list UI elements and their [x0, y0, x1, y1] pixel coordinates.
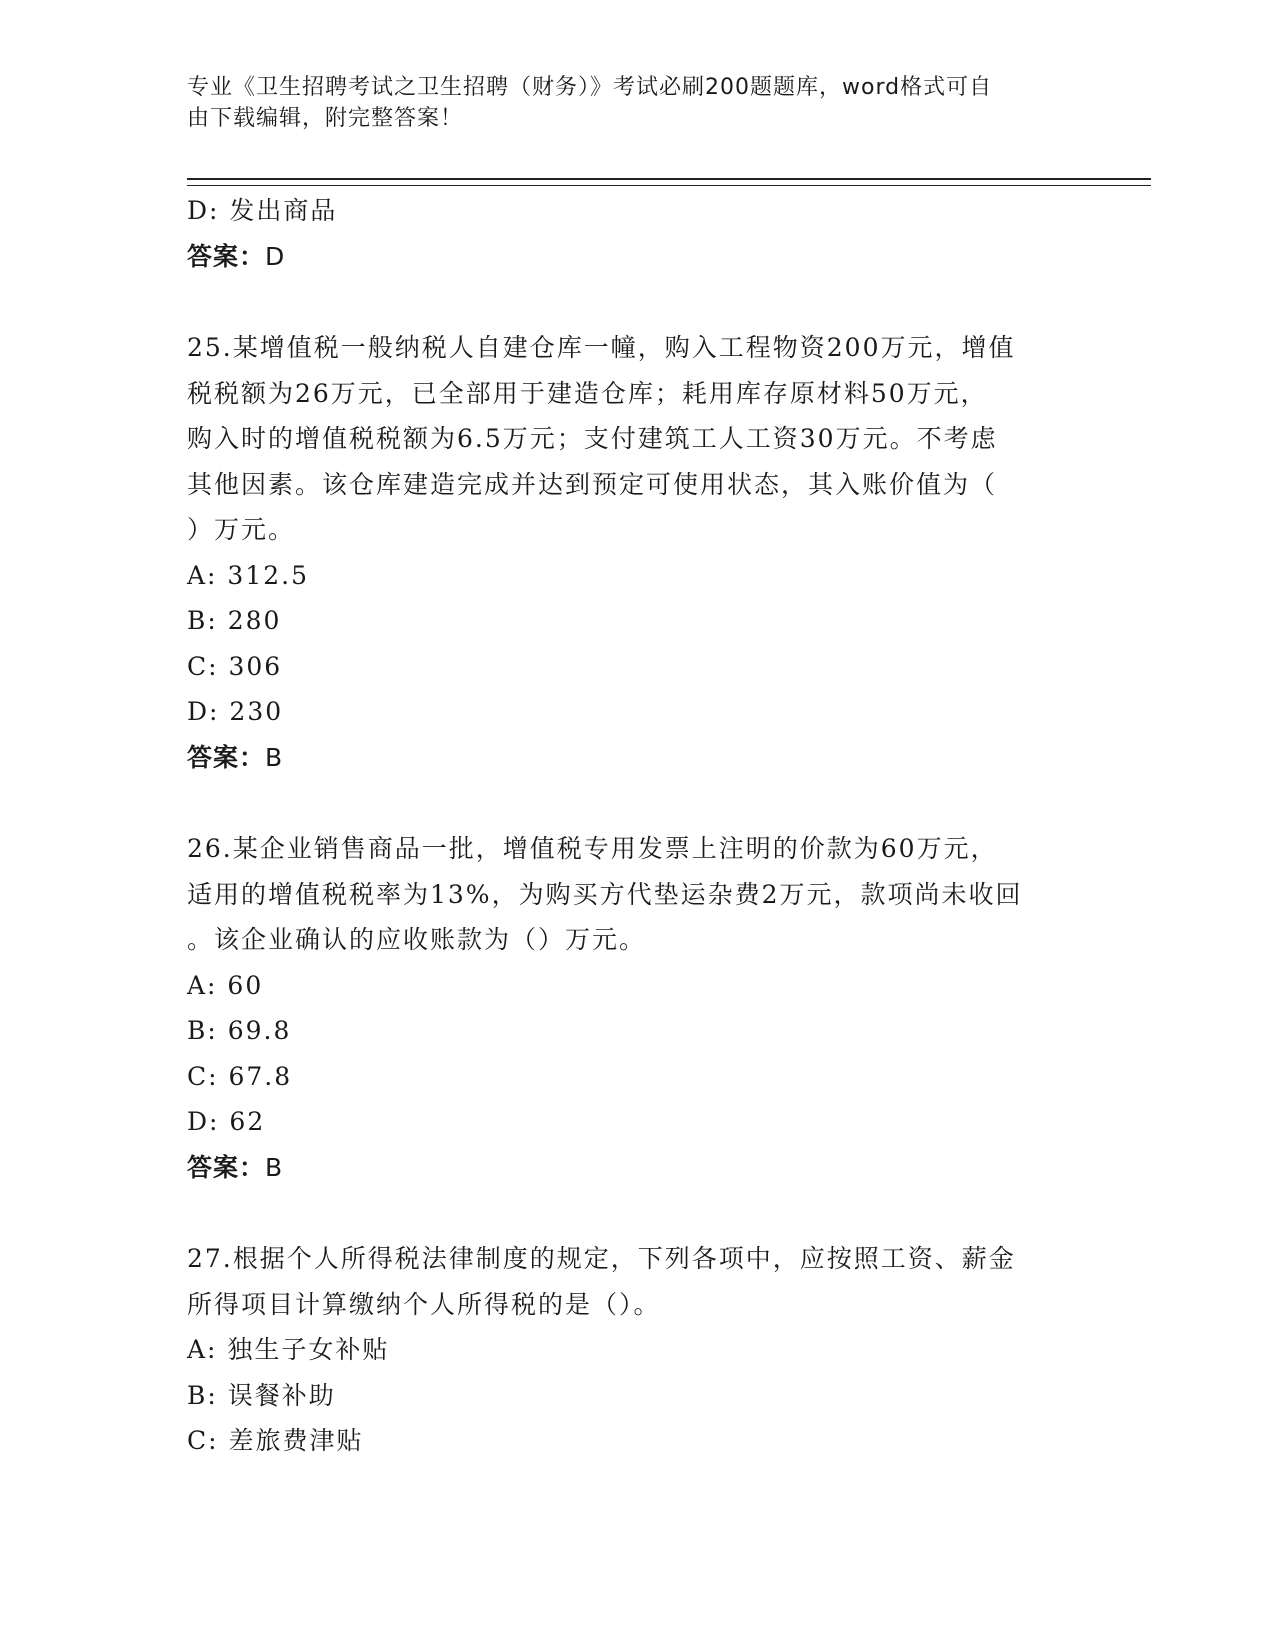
document-body	[187, 188, 1087, 1464]
answer-value: B	[265, 742, 284, 772]
question-26	[187, 826, 1087, 1190]
option-d: D: 62	[187, 1107, 266, 1136]
answer	[187, 735, 1087, 781]
option-a: A: 60	[187, 970, 264, 1000]
spacer	[187, 279, 1087, 325]
question-text-line: 25.某增值税一般纳税人自建仓库一幢，购入工程物资200万元，增值	[187, 333, 1016, 362]
page-header	[187, 72, 1087, 134]
question-text-line: 购入时的增值税税额为6.5万元；支付建筑工人工资30万元。不考虑	[187, 424, 998, 453]
question-text-line: 26.某企业销售商品一批，增值税专用发票上注明的价款为60万元，	[187, 834, 998, 863]
question-text-line: 适用的增值税税率为13%，为购买方代垫运杂费2万元，款项尚未收回	[187, 879, 1023, 909]
spacer	[187, 1190, 1087, 1236]
header-line-1: 专业《卫生招聘考试之卫生招聘（财务）》考试必刷200题题库，word格式可自	[187, 75, 993, 100]
option-b: B: 280	[187, 606, 282, 635]
option-c: C: 差旅费津贴	[187, 1426, 364, 1455]
option-b: B: 69.8	[187, 1016, 292, 1045]
question-text-line: 所得项目计算缴纳个人所得税的是（）。	[187, 1289, 661, 1319]
option-c: C: 67.8	[187, 1061, 293, 1091]
question-text-line: 税税额为26万元，已全部用于建造仓库；耗用库存原材料50万元，	[187, 378, 988, 408]
prev-option-d: D: 发出商品	[187, 196, 338, 225]
question-text-line: 其他因素。该仓库建造完成并达到预定可使用状态，其入账价值为（	[187, 469, 998, 499]
answer-value: D	[265, 241, 286, 271]
header-divider	[187, 178, 1151, 186]
option-d: D: 230	[187, 697, 284, 726]
question-text-line: ）万元。	[187, 515, 296, 544]
option-a: A: 312.5	[187, 560, 309, 590]
option-a: A: 独生子女补贴	[187, 1335, 390, 1364]
question-25	[187, 325, 1087, 780]
header-line-2: 由下载编辑，附完整答案！	[187, 106, 464, 131]
answer-label: 答案：	[187, 742, 266, 772]
answer-label: 答案：	[187, 1152, 266, 1182]
question-text-line: 27.根据个人所得税法律制度的规定，下列各项中，应按照工资、薪金	[187, 1244, 1016, 1273]
spacer	[187, 780, 1087, 826]
option-c: C: 306	[187, 651, 283, 681]
answer-label: 答案：	[187, 241, 266, 271]
answer	[187, 1145, 1087, 1191]
prev-answer	[187, 234, 1087, 280]
answer-value: B	[265, 1152, 284, 1182]
option-b: B: 误餐补助	[187, 1380, 336, 1410]
question-27	[187, 1236, 1087, 1464]
question-text-line: 。该企业确认的应收账款为（）万元。	[187, 925, 647, 954]
